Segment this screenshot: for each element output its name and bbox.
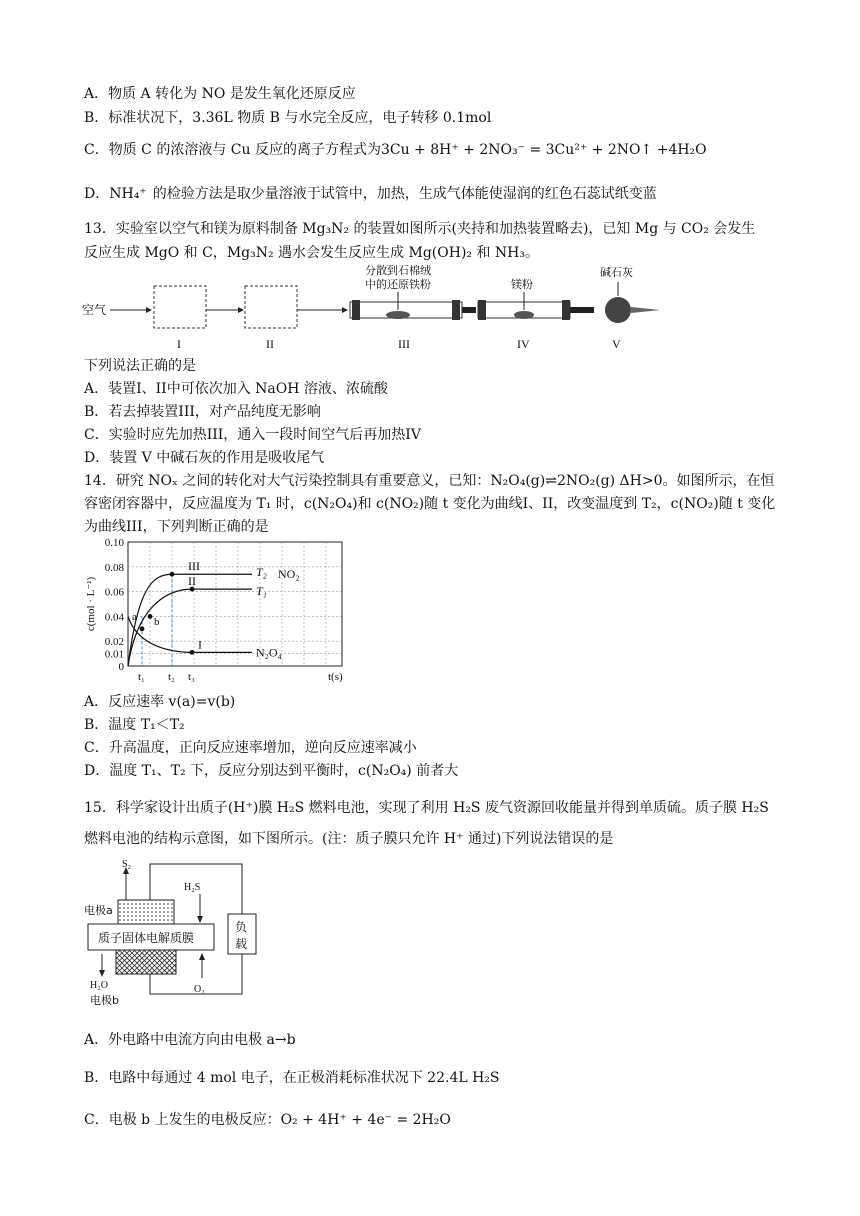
electrode-a-label: 电极a xyxy=(84,904,113,917)
q15-option-c: C．电极 b 上发生的电极反应：O₂ + 4H⁺ + 4e⁻ = 2H₂O xyxy=(84,1112,451,1128)
x-tick-label: t₁ xyxy=(138,671,145,683)
s2-label: S₂ xyxy=(122,859,132,870)
q15-option-a: A．外电路中电流方向由电极 a→b xyxy=(84,1032,296,1048)
q14-stem-line1: 14．研究 NOₓ 之间的转化对大气污染控制具有重要意义，已知：N₂O₄(g)⇌2NO₂(g) ΔH>0。如图所示，在恒 xyxy=(84,473,775,489)
unit-i-label: I xyxy=(177,337,181,351)
unit-i-box xyxy=(154,286,206,328)
unit-iii-label: III xyxy=(398,337,410,351)
series-label-III: III xyxy=(188,559,200,574)
q12-option-c-equation: 3Cu + 8H⁺ + 2NO₃⁻ = 3Cu²⁺ + 2NO↑ +4H₂O xyxy=(380,142,707,158)
q12-option-b: B．标准状况下，3.36L 物质 B 与水完全反应，电子转移 0.1mol xyxy=(84,110,492,126)
q13-stem-line2: 反应生成 MgO 和 C，Mg₃N₂ 遇水会发生反应生成 Mg(OH)₂ 和 NH₃。 xyxy=(84,245,539,261)
q13-option-c: C．实验时应先加热III，通入一段时间空气后再加热IV xyxy=(84,427,421,443)
q14-option-d: D．温度 T₁、T₂ 下，反应分别达到平衡时，c(N₂O₄) 前者大 xyxy=(84,763,459,779)
y-tick-label: 0.02 xyxy=(104,636,124,649)
load-label-2: 载 xyxy=(235,937,248,951)
series-label-I: I xyxy=(198,637,202,652)
electrode-a xyxy=(118,900,174,924)
electrode-b-label: 电极b xyxy=(90,994,119,1007)
point-b-label: b xyxy=(154,616,160,629)
q14-option-b: B．温度 T₁＜T₂ xyxy=(84,717,185,733)
q13-option-b: B．若去掉装置III，对产品纯度无影响 xyxy=(84,404,321,420)
q13-question: 下列说法正确的是 xyxy=(84,358,196,374)
mg-powder xyxy=(514,311,534,319)
y-tick-label: 0.01 xyxy=(104,648,124,661)
unit-ii-box xyxy=(245,286,297,328)
iron-label-2: 中的还原铁粉 xyxy=(365,278,431,291)
unit-v-label: V xyxy=(612,337,621,351)
q12-option-d xyxy=(84,184,657,204)
q13-stem-line1: 13．实验室以空气和镁为原料制备 Mg₃N₂ 的装置如图所示(夹持和加热装置略去)，已知 Mg 与 CO₂ 会发生 xyxy=(84,221,756,237)
q13-option-d: D．装置 V 中碱石灰的作用是吸收尾气 xyxy=(84,450,325,466)
equilibrium-point-I xyxy=(190,650,195,655)
q12-option-d-text: 的检验方法是取少量溶液于试管中，加热，生成气体能使湿润的红色石蕊试纸变蓝 xyxy=(152,186,657,202)
membrane-label: 质子固体电解质膜 xyxy=(98,931,195,945)
x-tick-label: t₂ xyxy=(168,671,175,683)
series-temp-II: T₁ xyxy=(256,584,267,599)
q12-option-a: A．物质 A 转化为 NO 是发生氧化还原反应 xyxy=(84,86,356,102)
series-species-III: NO₂ xyxy=(278,567,300,582)
q14-option-a: A．反应速率 v(a)=v(b) xyxy=(84,694,236,710)
point-a-label: a xyxy=(132,611,137,624)
iron-powder xyxy=(386,311,410,319)
electrode-b xyxy=(116,950,176,974)
y-tick-label: 0.06 xyxy=(104,586,124,599)
y-tick-label: 0.10 xyxy=(104,537,124,549)
q15-stem-line2: 燃料电池的结构示意图，如下图所示。(注：质子膜只允许 H⁺ 通过)下列说法错误的是 xyxy=(84,831,614,847)
q14-concentration-chart xyxy=(84,534,364,689)
q12-option-c xyxy=(84,140,707,160)
o2-label: O₂ xyxy=(194,984,205,995)
y-tick-label: 0 xyxy=(118,661,124,673)
q14-stem-line2: 容密闭容器中，反应温度为 T₁ 时，c(N₂O₄)和 c(NO₂)随 t 变化为曲线I、II，改变温度到 T₂，c(NO₂)随 t 变化 xyxy=(84,496,776,512)
load-label-1: 负 xyxy=(235,920,248,934)
h2s-label: H₂S xyxy=(184,882,201,893)
y-tick-label: 0.08 xyxy=(104,561,124,574)
q12-option-c-text: C．物质 C 的浓溶液与 Cu 反应的离子方程式为 xyxy=(84,142,381,158)
h2o-label: H₂O xyxy=(90,980,108,991)
series-temp-III: T₂ xyxy=(256,565,267,580)
series-species-I: N₂O₄ xyxy=(256,645,282,660)
soda-lime-label: 碱石灰 xyxy=(600,266,633,279)
iron-label-1: 分散到石棉绒 xyxy=(365,264,431,277)
q15-stem-line1: 15．科学家设计出质子(H⁺)膜 H₂S 燃料电池，实现了利用 H₂S 废气资源回收能量并得到单质硫。质子膜 H₂S xyxy=(84,800,769,816)
series-curve-II xyxy=(128,589,252,666)
equilibrium-point-III xyxy=(170,572,175,577)
q14-option-c: C．升高温度，正向反应速率增加，逆向反应速率减小 xyxy=(84,740,417,756)
q12-option-d-ion: NH₄⁺ xyxy=(109,186,147,202)
q13-apparatus-figure xyxy=(80,262,680,354)
q14-stem-line3: 为曲线III，下列判断正确的是 xyxy=(84,519,269,535)
unit-ii-label: II xyxy=(266,337,274,351)
y-axis-label: c(mol · L⁻¹) xyxy=(85,576,97,632)
q13-option-a: A．装置I、II中可依次加入 NaOH 溶液、浓硫酸 xyxy=(84,381,388,397)
q12-option-d-label: D． xyxy=(84,186,110,202)
soda-lime-tube xyxy=(605,297,631,323)
q15-fuel-cell-figure xyxy=(82,858,272,1008)
point-a xyxy=(140,626,145,631)
point-b xyxy=(148,614,153,619)
series-label-II: II xyxy=(188,574,196,589)
series-curve-I xyxy=(128,616,252,652)
x-tick-label: t₃ xyxy=(188,671,195,683)
x-axis-label: t(s) xyxy=(328,671,343,683)
unit-iv-label: IV xyxy=(517,337,530,351)
y-tick-label: 0.04 xyxy=(104,611,124,624)
q15-option-b: B．电路中每通过 4 mol 电子，在正极消耗标准状况下 22.4L H₂S xyxy=(84,1070,500,1086)
air-label: 空气 xyxy=(82,303,107,317)
mg-label: 镁粉 xyxy=(511,278,533,291)
